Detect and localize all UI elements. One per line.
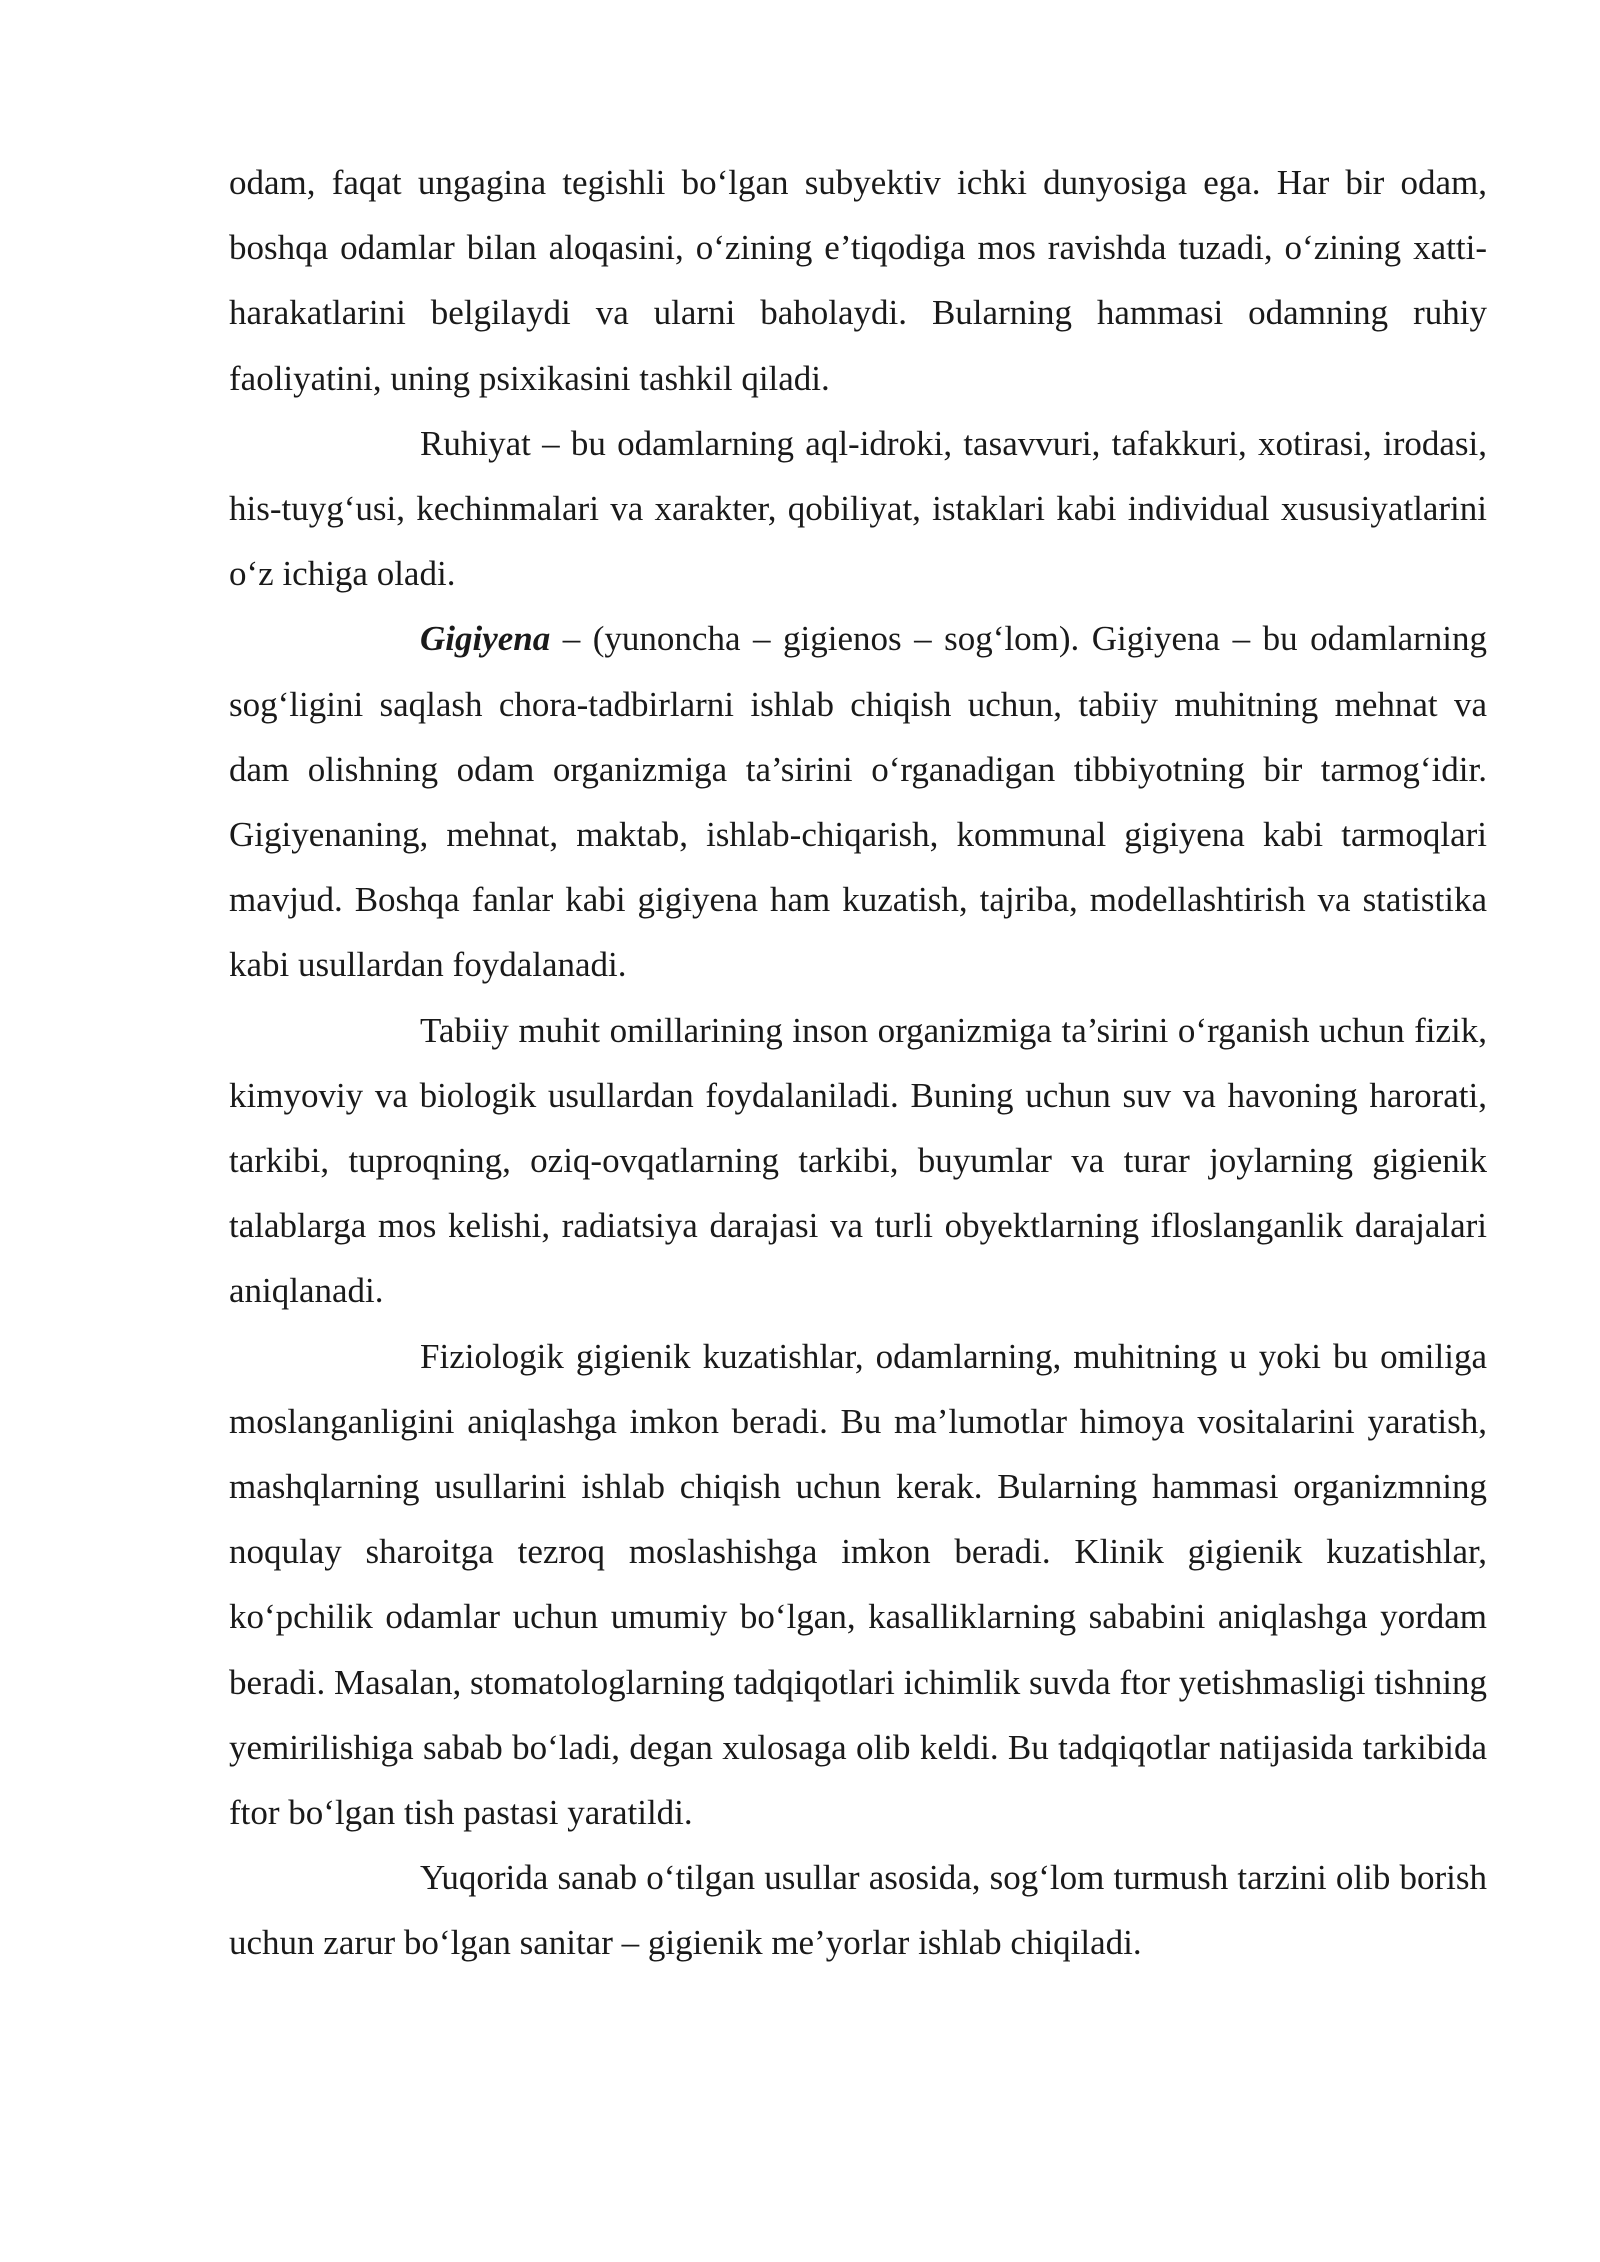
paragraph-ruhiyat-definition: Ruhiyat – bu odamlarning aql-idroki, tasavvuri, tafakkuri, xotirasi, irodasi, his-tuyg‘usi, kechinmalari va xarakter, qobiliyat, istaklari kabi individual xususiyatlarini o‘z ichiga oladi. bbox=[229, 423, 1487, 594]
paragraph-physiological-observations: Fiziologik gigienik kuzatishlar, odamlarning, muhitning u yoki bu omiliga moslanganligini aniqlashga imkon beradi. Bu ma’lumotlar himoya vositalarini yaratish, mashqlarning usullarini ishlab chiqish uchun kerak. Bularning hammasi organizmning noqulay sharoitga tezroq moslashishga imkon beradi. Klinik gigienik kuzatishlar, ko‘pchilik odamlar uchun umumiy bo‘lgan, kasalliklarning sababini aniqlashga yordam beradi. Masalan, stomatologlarning tadqiqotlari ichimlik suvda ftor yetishmasligi tishning yemirilishiga sabab bo‘ladi, degan xulosaga olib keldi. Bu tadqiqotlar natijasida tarkibida ftor bo‘lgan tish pastasi yaratildi. bbox=[229, 1336, 1487, 1833]
paragraph-gigiyena-body: – (yunoncha – gigienos – sog‘lom). Gigiyena – bu odamlarning sog‘ligini saqlash chora-tadbirlarni ishlab chiqish uchun, tabiiy muhitning mehnat va dam olishning odam organizmiga ta’sirini o‘rganadigan tibbiyotning bir tarmog‘idir. Gigiyenaning, mehnat, maktab, ishlab-chiqarish, kommunal gigiyena kabi tarmoqlari mavjud. Boshqa fanlar kabi gigiyena ham kuzatish, tajriba, modellashtirish va statistika kabi usullardan foydalanadi. bbox=[229, 619, 1487, 985]
term-gigiyena: Gigiyena bbox=[420, 619, 551, 659]
paragraph-sanitary-norms: Yuqorida sanab o‘tilgan usullar asosida, sog‘lom turmush tarzini olib borish uchun zarur bo‘lgan sanitar – gigienik me’yorlar ishlab chiqiladi. bbox=[229, 1858, 1487, 1963]
paragraph-gigiyena-definition bbox=[229, 606, 1487, 997]
document-page bbox=[229, 150, 1487, 1976]
paragraph-psyche-intro: odam, faqat ungagina tegishli bo‘lgan subyektiv ichki dunyosiga ega. Har bir odam, boshqa odamlar bilan aloqasini, o‘zining e’tiqodiga mos ravishda tuzadi, o‘zining xatti-harakatlarini belgilaydi va ularni baholaydi. Bularning hammasi odamning ruhiy faoliyatini, uning psixikasini tashkil qiladi. bbox=[229, 163, 1487, 398]
paragraph-environment-methods: Tabiiy muhit omillarining inson organizmiga ta’sirini o‘rganish uchun fizik, kimyoviy va biologik usullardan foydalaniladi. Buning uchun suv va havoning harorati, tarkibi, tuproqning, oziq-ovqatlarning tarkibi, buyumlar va turar joylarning gigienik talablarga mos kelishi, radiatsiya darajasi va turli obyektlarning ifloslanganlik darajalari aniqlanadi. bbox=[229, 1010, 1487, 1311]
